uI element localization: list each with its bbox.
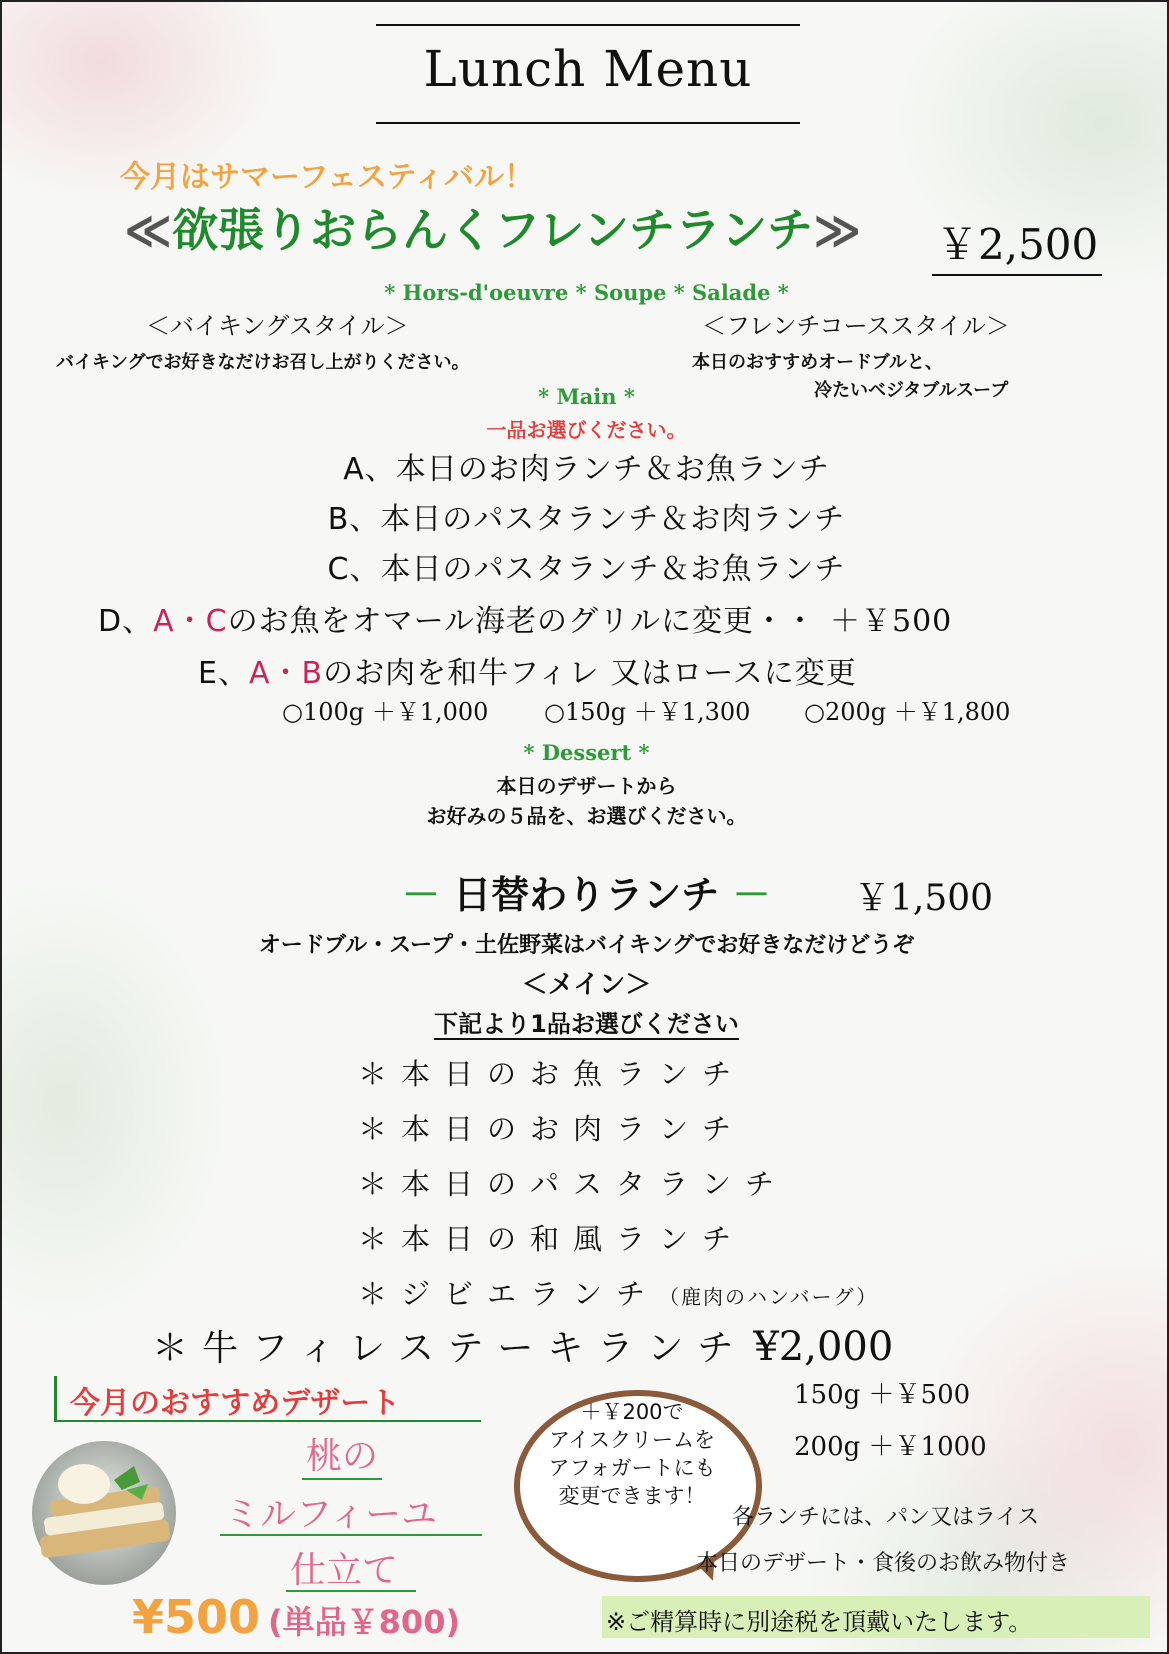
main-option-b: B、本日のパスタランチ＆お肉ランチ [327, 502, 846, 537]
dessert-line-1: 本日のデザートから [496, 774, 677, 798]
bubble-line-1: ＋￥200で [580, 1400, 684, 1424]
dash-right: － [732, 873, 771, 917]
promo-subtitle: 今月はサマーフェスティバル！ [120, 160, 534, 195]
recommend-price-row [132, 1590, 460, 1644]
daily-instruction: 下記より1品お選びください [434, 1010, 739, 1038]
dessert-photo [22, 1438, 182, 1588]
page-title: Lunch Menu [423, 40, 753, 98]
option-d-prefix: D、 [98, 604, 154, 639]
recommend-name-1: 桃の [306, 1436, 379, 1477]
option-e-highlight: A・B [248, 656, 324, 691]
buffet-style-desc: バイキングでお好きなだけお召し上がりください。 [56, 352, 470, 373]
daily-item-meat: ＊本日のお肉ランチ [358, 1112, 746, 1146]
recommend-name-2: ミルフィーユ [224, 1494, 438, 1535]
tax-note: ※ご精算時に別途税を頂戴いたします。 [606, 1608, 1033, 1636]
recommend-single-price: (単品￥800) [268, 1603, 461, 1641]
option-e-text: のお肉を和牛フィレ 又はロースに変更 [323, 656, 857, 691]
dessert-line-2: お好みの５品を、お選びください。 [426, 804, 747, 828]
daily-lunch-title [402, 864, 771, 919]
main-option-a: A、本日のお肉ランチ＆お魚ランチ [343, 452, 830, 487]
daily-instruction-wrap [2, 1004, 1169, 1039]
main-option-e [198, 648, 857, 692]
recommend-underline-2 [220, 1534, 482, 1536]
recommend-underline-1 [302, 1478, 382, 1480]
promo-price: ￥2,500 [932, 212, 1102, 276]
bubble-line-4: 変更できます！ [558, 1484, 706, 1508]
buffet-style-label: ＜バイキングスタイル＞ [146, 312, 409, 340]
starter-heading: * Hors-d'oeuvre * Soupe * Salade * [384, 280, 789, 305]
promo-title-line [124, 194, 861, 260]
promo-title: 欲張りおらんくフレンチランチ [172, 203, 814, 257]
course-style-desc-1: 本日のおすすめオードブルと、 [692, 352, 943, 373]
daily-lunch-name: 日替わりランチ [453, 873, 720, 917]
daily-item-gibier: ＊ジビエランチ [358, 1277, 660, 1311]
footer-note-2: 本日のデザート・食後のお飲み物付き [696, 1551, 1071, 1576]
dash-left: － [402, 873, 441, 917]
recommend-heading: 今月のおすすめデザート [70, 1386, 401, 1421]
main-option-d [98, 596, 952, 640]
steak-option-150: 150g ＋￥500 [794, 1380, 971, 1410]
weight-option-150: ○150g ＋￥1,300 [544, 698, 751, 726]
recommend-name-3: 仕立て [290, 1550, 399, 1591]
bubble-text [524, 1398, 740, 1510]
bubble-line-3: アフォガートにも [548, 1456, 716, 1480]
daily-item-fish: ＊本日のお魚ランチ [358, 1057, 746, 1091]
daily-item-gibier-row [358, 1272, 878, 1313]
main-heading: * Main * [538, 384, 635, 409]
dessert-heading: * Dessert * [523, 740, 650, 765]
course-style-desc-2: 冷たいベジタブルスープ [814, 380, 1009, 401]
option-e-prefix: E、 [198, 656, 249, 691]
steak-price: ¥2,000 [753, 1324, 894, 1370]
daily-lunch-price: ￥1,500 [854, 878, 994, 919]
bracket-close: ≫ [813, 203, 862, 257]
bubble-line-2: アイスクリームを [549, 1428, 715, 1452]
steak-row [152, 1320, 893, 1371]
option-d-text: のお魚をオマール海老のグリルに変更・・ [227, 604, 816, 639]
footer-note-1: 各ランチには、パン又はライス [732, 1505, 1040, 1530]
option-d-highlight: A・C [153, 604, 228, 639]
daily-lunch-desc: オードブル・スープ・土佐野菜はバイキングでお好きなだけどうぞ [258, 933, 915, 958]
daily-item-pasta: ＊本日のパスタランチ [358, 1167, 789, 1201]
course-style-label: ＜フレンチコーススタイル＞ [702, 312, 1010, 340]
daily-item-japanese: ＊本日の和風ランチ [358, 1222, 746, 1256]
main-instruction: 一品お選びください。 [486, 418, 687, 442]
steak-lunch: ＊牛フィレステーキランチ [152, 1328, 748, 1369]
gibier-note: （鹿肉のハンバーグ） [659, 1285, 879, 1309]
weight-option-200: ○200g ＋￥1,800 [804, 698, 1011, 726]
recommend-price: ¥500 [132, 1590, 261, 1644]
main-option-c: C、本日のパスタランチ＆お魚ランチ [327, 552, 846, 587]
option-d-price: ＋￥500 [830, 604, 953, 639]
bracket-open: ≪ [124, 203, 173, 257]
steak-option-200: 200g ＋￥1000 [794, 1432, 987, 1462]
daily-main-label: ＜メイン＞ [521, 970, 652, 1000]
weight-option-100: ○100g ＋￥1,000 [282, 698, 489, 726]
